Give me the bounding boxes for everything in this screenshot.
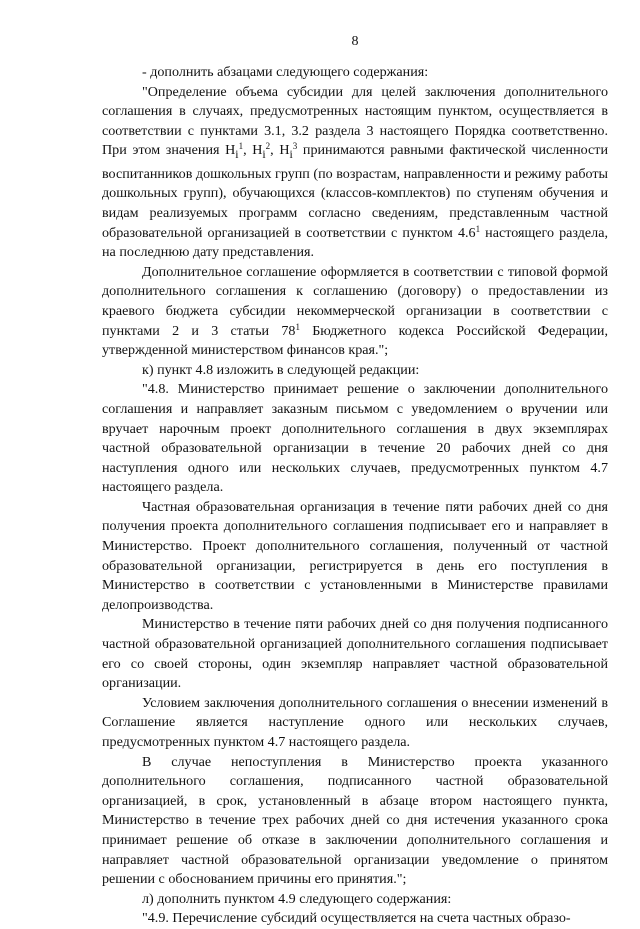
paragraph-4-8: "4.8. Министерство принимает решение о заключении дополнительного соглашения и направляет заказным письмом с уведомлением о вручении или вручает нарочным проект дополнительного соглашения в двух экземплярах частной образовательной организации в течение 20 рабочих дней со дня наступления одного или нескольких случаев, предусмотренных пунктом 4.7 настоящего раздела. [102, 381, 608, 496]
paragraph-subsidy-formula [102, 83, 608, 263]
superscript: 2 [265, 141, 271, 152]
page-number: 8 [351, 34, 359, 49]
text-run: Бюджетного кодекса Российской Федерации, утвержденной министерством финансов края."; [102, 322, 608, 359]
subscript: i [262, 148, 266, 162]
superscript: 1 [475, 223, 481, 234]
paragraph-4-9: "4.9. Перечисление субсидий осуществляется на счета частных образо- [142, 910, 571, 927]
superscript: 1 [295, 321, 300, 332]
paragraph-ministry-signs: Министерство в течение пяти рабочих дней со дня получения подписанного частной образовательной организацией дополнительного соглашения подписывает его со своей стороны, один экземпляр направляет частной образовательной организации. [102, 616, 608, 692]
paragraph-condition: Условием заключения дополнительного соглашения о внесении изменений в Соглашение является наступление одного или нескольких случаев, предусмотренных пунктом 4.7 настоящего раздела. [102, 694, 608, 750]
paragraph-item-k: к) пункт 4.8 изложить в следующей редакции: [142, 361, 420, 378]
text-run: настоящего раздела, на последнюю дату представления. [102, 224, 608, 261]
subscript: i [289, 148, 293, 162]
text-run: , Н [270, 142, 290, 159]
paragraph-item-l: л) дополнить пунктом 4.9 следующего содержания: [142, 890, 452, 907]
text-run: , Н [243, 142, 263, 159]
text-run: принимаются равными фактической численности воспитанников дошкольных групп (по возрастам, направленности и режиму работы дошкольных групп), обучающихся (классов-комплектов) по ступеням обучения и видам реализуемых программ согласно сведениям, представленным частной образовательной организацией в соответствии с пунктом 4.6 [102, 142, 608, 241]
paragraph-intro: - дополнить абзацами следующего содержания: [142, 64, 429, 80]
text-run: Дополнительное соглашение оформляется в соответствии с типовой формой дополнительного соглашения к соглашению (договору) о предоставлении из краевого бюджета субсидии некоммерческой организации в соответствии с пунктами 2 и 3 статьи 78 [102, 263, 608, 339]
superscript: 3 [292, 141, 298, 152]
text-run: "Определение объема субсидии для целей заключения дополнительного соглашения в случаях, предусмотренных настоящим пунктом, осуществляется в соответствии с пунктами 3.1, 3.2 раздела 3 настоящего Порядка соответственно. При этом значения Н [102, 83, 608, 159]
subscript: i [235, 148, 239, 162]
paragraph-additional-agreement [102, 263, 608, 361]
paragraph-refusal: В случае непоступления в Министерство проекта указанного дополнительного соглашения, подписанного частной образовательной организацией, в срок, установленный в абзаце втором настоящего пункта, Министерство в течение трех рабочих дней со дня истечения указанного срока принимает решение об отказе в заключении дополнительного соглашения и направляет частной образовательной организации уведомление о принятом решении с обоснованием причины его принятия."; [102, 753, 608, 888]
superscript: 1 [238, 141, 244, 152]
paragraph-org-signs: Частная образовательная организация в течение пяти рабочих дней со дня получения проекта дополнительного соглашения подписывает его и направляет в Министерство. Проект дополнительного соглашения, полученный от частной образовательной организации, регистрируется в день его поступления в Министерство в соответствии с установленными в Министерстве правилами делопроизводства. [102, 498, 608, 613]
